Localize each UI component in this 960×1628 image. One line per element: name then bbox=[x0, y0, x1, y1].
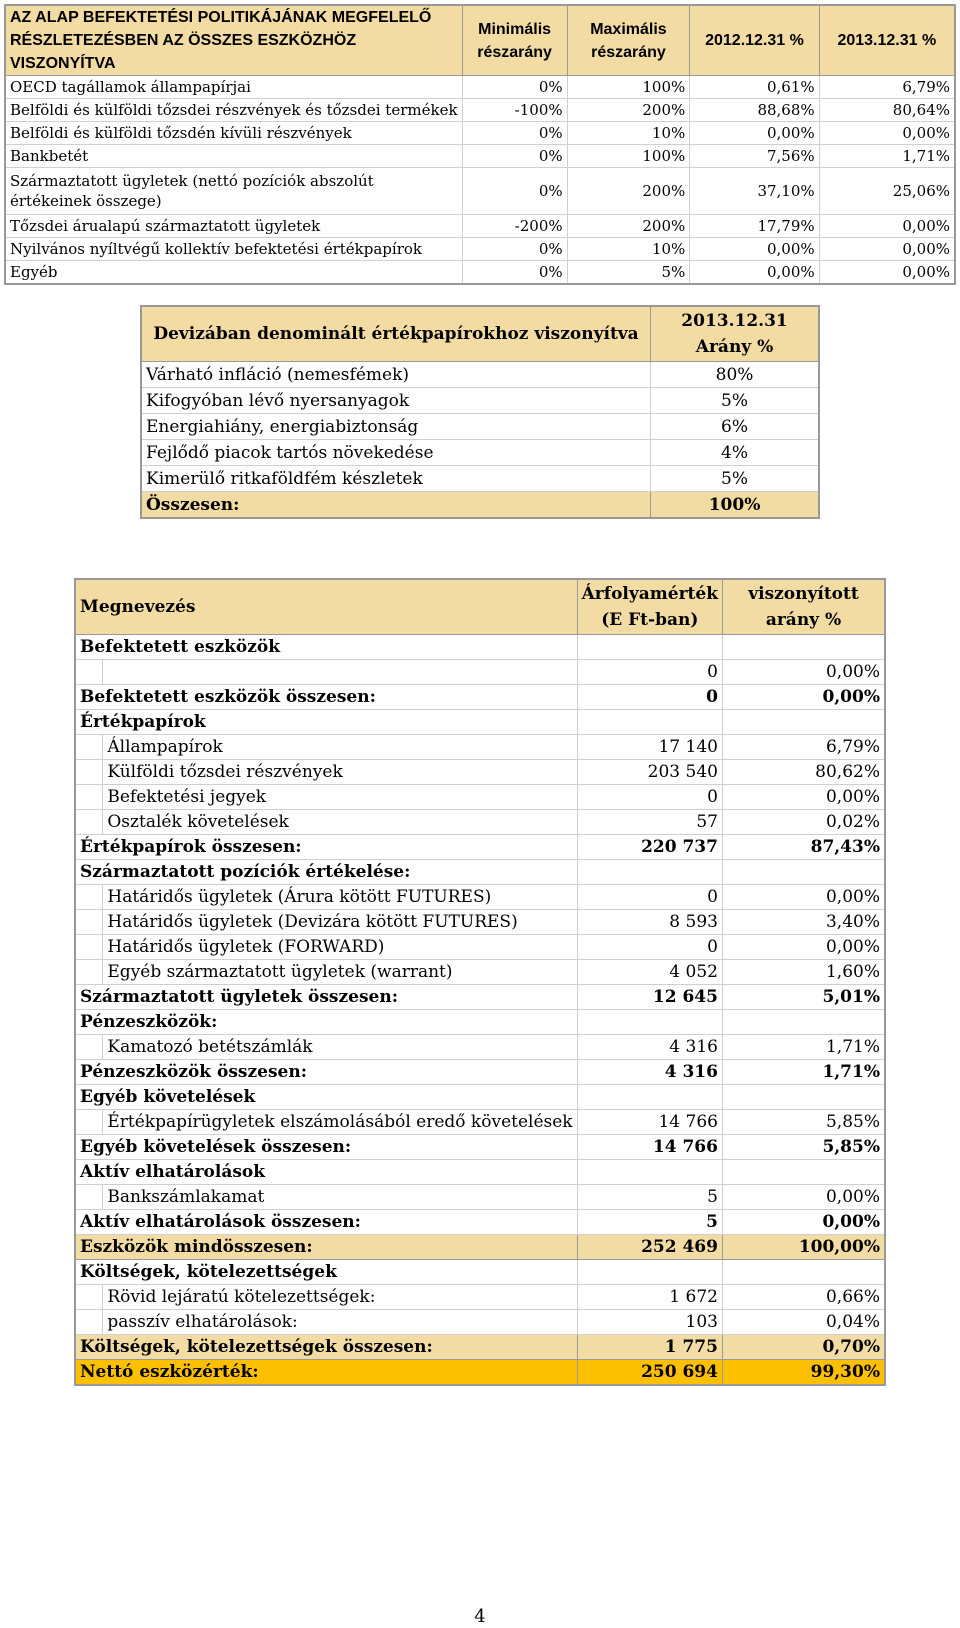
asset-total-ratio: 99,30% bbox=[722, 1360, 885, 1386]
asset-item-ratio: 0,00% bbox=[722, 935, 885, 960]
asset-empty-cell bbox=[722, 1085, 885, 1110]
policy-row-name: OECD tagállamok állampapírjai bbox=[5, 76, 462, 99]
asset-item-name: Határidős ügyletek (Árura kötött FUTURES) bbox=[103, 885, 577, 910]
asset-item-row bbox=[75, 1285, 885, 1310]
page-number: 4 bbox=[474, 1606, 486, 1627]
asset-empty-cell bbox=[577, 1160, 722, 1185]
asset-empty-cell bbox=[722, 1260, 885, 1285]
policy-row-2012: 0,00% bbox=[690, 261, 819, 285]
policy-title: AZ ALAP BEFEKTETÉSI POLITIKÁJÁNAK MEGFELELŐ RÉSZLETEZÉSBEN AZ ÖSSZES ESZKÖZHÖZ VISZONYÍTVA bbox=[5, 5, 462, 76]
policy-row-max: 10% bbox=[567, 122, 690, 145]
currency-title: Devizában denominált értékpapírokhoz viszonyítva bbox=[141, 306, 651, 362]
asset-total-ratio: 1,71% bbox=[722, 1060, 885, 1085]
asset-item-value: 0 bbox=[577, 885, 722, 910]
asset-item-ratio: 5,85% bbox=[722, 1110, 885, 1135]
policy-row bbox=[5, 99, 955, 122]
asset-section-row bbox=[75, 1010, 885, 1035]
asset-item-row bbox=[75, 735, 885, 760]
asset-total-value: 252 469 bbox=[577, 1235, 722, 1260]
policy-row bbox=[5, 238, 955, 261]
asset-total-row bbox=[75, 985, 885, 1010]
asset-total-row bbox=[75, 1335, 885, 1360]
policy-row-min: -100% bbox=[462, 99, 567, 122]
asset-total-name: Befektetett eszközök összesen: bbox=[75, 685, 577, 710]
asset-item-row bbox=[75, 1110, 885, 1135]
asset-total-name: Származtatott ügyletek összesen: bbox=[75, 985, 577, 1010]
asset-empty-cell bbox=[577, 1085, 722, 1110]
asset-indent-cell bbox=[75, 660, 103, 685]
policy-row-2013: 0,00% bbox=[819, 238, 955, 261]
currency-row-name: Energiahiány, energiabiztonság bbox=[141, 414, 651, 440]
asset-total-row bbox=[75, 685, 885, 710]
asset-item-name: Határidős ügyletek (FORWARD) bbox=[103, 935, 577, 960]
asset-item-value: 0 bbox=[577, 660, 722, 685]
currency-date-header: 2013.12.31 Arány % bbox=[651, 306, 819, 362]
asset-item-name bbox=[103, 660, 577, 685]
currency-row bbox=[141, 362, 819, 388]
asset-item-name: Értékpapírügyletek elszámolásából eredő követelések bbox=[103, 1110, 577, 1135]
policy-row bbox=[5, 76, 955, 99]
asset-total-ratio: 100,00% bbox=[722, 1235, 885, 1260]
asset-item-value: 0 bbox=[577, 785, 722, 810]
policy-row-2013: 1,71% bbox=[819, 145, 955, 168]
policy-row-max: 200% bbox=[567, 99, 690, 122]
asset-empty-cell bbox=[577, 710, 722, 735]
asset-empty-cell bbox=[577, 860, 722, 885]
asset-total-value: 5 bbox=[577, 1210, 722, 1235]
policy-row-min: 0% bbox=[462, 261, 567, 285]
asset-empty-cell bbox=[577, 1010, 722, 1035]
asset-item-ratio: 0,00% bbox=[722, 885, 885, 910]
policy-row-2012: 0,00% bbox=[690, 122, 819, 145]
currency-row-value: 80% bbox=[651, 362, 819, 388]
asset-total-row bbox=[75, 1360, 885, 1386]
policy-row-2012: 17,79% bbox=[690, 215, 819, 238]
policy-row-name: Származtatott ügyletek (nettó pozíciók abszolút értékeinek összege) bbox=[5, 168, 462, 215]
currency-row-value: 5% bbox=[651, 466, 819, 492]
asset-item-value: 103 bbox=[577, 1310, 722, 1335]
asset-item-ratio: 6,79% bbox=[722, 735, 885, 760]
asset-item-name: Befektetési jegyek bbox=[103, 785, 577, 810]
asset-indent-cell bbox=[75, 885, 103, 910]
asset-item-value: 203 540 bbox=[577, 760, 722, 785]
asset-indent-cell bbox=[75, 935, 103, 960]
asset-item-value: 0 bbox=[577, 935, 722, 960]
asset-empty-cell bbox=[577, 1260, 722, 1285]
policy-row-min: 0% bbox=[462, 122, 567, 145]
asset-item-name: Külföldi tőzsdei részvények bbox=[103, 760, 577, 785]
asset-section-title: Befektetett eszközök bbox=[75, 635, 577, 660]
asset-item-row bbox=[75, 910, 885, 935]
asset-indent-cell bbox=[75, 735, 103, 760]
currency-total-label: Összesen: bbox=[141, 492, 651, 519]
policy-row-max: 5% bbox=[567, 261, 690, 285]
asset-total-name: Aktív elhatárolások összesen: bbox=[75, 1210, 577, 1235]
asset-total-value: 14 766 bbox=[577, 1135, 722, 1160]
asset-indent-cell bbox=[75, 1185, 103, 1210]
asset-empty-cell bbox=[722, 635, 885, 660]
asset-total-value: 220 737 bbox=[577, 835, 722, 860]
policy-row-2012: 88,68% bbox=[690, 99, 819, 122]
policy-row-max: 200% bbox=[567, 215, 690, 238]
policy-row-2013: 25,06% bbox=[819, 168, 955, 215]
asset-total-row bbox=[75, 1060, 885, 1085]
asset-item-ratio: 0,00% bbox=[722, 1185, 885, 1210]
asset-section-row bbox=[75, 1160, 885, 1185]
policy-row-min: 0% bbox=[462, 76, 567, 99]
policy-row-name: Belföldi és külföldi tőzsdei részvények és tőzsdei termékek bbox=[5, 99, 462, 122]
asset-item-value: 8 593 bbox=[577, 910, 722, 935]
policy-row bbox=[5, 145, 955, 168]
policy-row-2013: 80,64% bbox=[819, 99, 955, 122]
asset-item-name: Kamatozó betétszámlák bbox=[103, 1035, 577, 1060]
policy-row-max: 200% bbox=[567, 168, 690, 215]
asset-section-title: Értékpapírok bbox=[75, 710, 577, 735]
currency-row-name: Várható infláció (nemesfémek) bbox=[141, 362, 651, 388]
asset-item-name: Egyéb származtatott ügyletek (warrant) bbox=[103, 960, 577, 985]
asset-indent-cell bbox=[75, 910, 103, 935]
policy-row-min: 0% bbox=[462, 145, 567, 168]
min-share-header: Minimális részarány bbox=[462, 5, 567, 76]
asset-total-name: Egyéb követelések összesen: bbox=[75, 1135, 577, 1160]
currency-total-value: 100% bbox=[651, 492, 819, 519]
asset-item-row bbox=[75, 660, 885, 685]
asset-item-value: 1 672 bbox=[577, 1285, 722, 1310]
asset-total-name: Pénzeszközök összesen: bbox=[75, 1060, 577, 1085]
date-2012-header: 2012.12.31 % bbox=[690, 5, 819, 76]
asset-section-title: Származtatott pozíciók értékelése: bbox=[75, 860, 577, 885]
asset-table-body bbox=[75, 635, 885, 1386]
policy-row-2013: 0,00% bbox=[819, 122, 955, 145]
asset-item-row bbox=[75, 810, 885, 835]
policy-row-2013: 6,79% bbox=[819, 76, 955, 99]
asset-total-value: 0 bbox=[577, 685, 722, 710]
asset-item-row bbox=[75, 1310, 885, 1335]
asset-indent-cell bbox=[75, 960, 103, 985]
currency-row-name: Kimerülő ritkaföldfém készletek bbox=[141, 466, 651, 492]
asset-item-ratio: 0,02% bbox=[722, 810, 885, 835]
policy-row-max: 100% bbox=[567, 145, 690, 168]
currency-row bbox=[141, 414, 819, 440]
policy-table-body bbox=[5, 76, 955, 285]
policy-row-2012: 0,00% bbox=[690, 238, 819, 261]
asset-item-name: Rövid lejáratú kötelezettségek: bbox=[103, 1285, 577, 1310]
currency-total-row bbox=[141, 492, 819, 519]
asset-item-value: 14 766 bbox=[577, 1110, 722, 1135]
asset-item-ratio: 80,62% bbox=[722, 760, 885, 785]
asset-item-value: 17 140 bbox=[577, 735, 722, 760]
asset-section-title: Költségek, kötelezettségek bbox=[75, 1260, 577, 1285]
asset-section-row bbox=[75, 1260, 885, 1285]
ratio-header: viszonyított arány % bbox=[722, 579, 885, 635]
currency-row-name: Kifogyóban lévő nyersanyagok bbox=[141, 388, 651, 414]
asset-total-ratio: 5,01% bbox=[722, 985, 885, 1010]
policy-row-2012: 0,61% bbox=[690, 76, 819, 99]
asset-item-ratio: 1,60% bbox=[722, 960, 885, 985]
currency-table-body bbox=[141, 362, 819, 492]
asset-total-value: 250 694 bbox=[577, 1360, 722, 1386]
currency-row-name: Fejlődő piacok tartós növekedése bbox=[141, 440, 651, 466]
policy-row bbox=[5, 168, 955, 215]
asset-item-name: Bankszámlakamat bbox=[103, 1185, 577, 1210]
asset-indent-cell bbox=[75, 1285, 103, 1310]
asset-item-name: Osztalék követelések bbox=[103, 810, 577, 835]
asset-item-ratio: 0,00% bbox=[722, 785, 885, 810]
policy-row-max: 10% bbox=[567, 238, 690, 261]
asset-section-row bbox=[75, 1085, 885, 1110]
asset-total-name: Értékpapírok összesen: bbox=[75, 835, 577, 860]
asset-section-title: Pénzeszközök: bbox=[75, 1010, 577, 1035]
asset-total-ratio: 87,43% bbox=[722, 835, 885, 860]
asset-item-row bbox=[75, 760, 885, 785]
asset-item-row bbox=[75, 1185, 885, 1210]
asset-total-row bbox=[75, 1235, 885, 1260]
policy-row-name: Nyilvános nyíltvégű kollektív befektetési értékpapírok bbox=[5, 238, 462, 261]
currency-row bbox=[141, 388, 819, 414]
asset-total-name: Költségek, kötelezettségek összesen: bbox=[75, 1335, 577, 1360]
asset-total-ratio: 0,00% bbox=[722, 685, 885, 710]
asset-item-value: 5 bbox=[577, 1185, 722, 1210]
asset-item-value: 57 bbox=[577, 810, 722, 835]
asset-item-ratio: 0,04% bbox=[722, 1310, 885, 1335]
asset-table bbox=[74, 578, 886, 1386]
asset-section-row bbox=[75, 635, 885, 660]
asset-section-title: Aktív elhatárolások bbox=[75, 1160, 577, 1185]
currency-row bbox=[141, 440, 819, 466]
asset-total-row bbox=[75, 835, 885, 860]
asset-total-ratio: 5,85% bbox=[722, 1135, 885, 1160]
asset-total-value: 12 645 bbox=[577, 985, 722, 1010]
asset-indent-cell bbox=[75, 1310, 103, 1335]
asset-indent-cell bbox=[75, 1035, 103, 1060]
currency-row bbox=[141, 466, 819, 492]
asset-section-row bbox=[75, 710, 885, 735]
asset-empty-cell bbox=[722, 710, 885, 735]
asset-empty-cell bbox=[722, 860, 885, 885]
investment-policy-table bbox=[4, 4, 956, 285]
currency-table bbox=[140, 305, 820, 519]
asset-item-row bbox=[75, 1035, 885, 1060]
asset-total-ratio: 0,70% bbox=[722, 1335, 885, 1360]
asset-indent-cell bbox=[75, 785, 103, 810]
asset-indent-cell bbox=[75, 1110, 103, 1135]
date-2013-header: 2013.12.31 % bbox=[819, 5, 955, 76]
policy-row-min: -200% bbox=[462, 215, 567, 238]
asset-item-ratio: 0,66% bbox=[722, 1285, 885, 1310]
policy-row bbox=[5, 215, 955, 238]
policy-row-2012: 37,10% bbox=[690, 168, 819, 215]
asset-table-header bbox=[75, 579, 885, 635]
asset-section-title: Egyéb követelések bbox=[75, 1085, 577, 1110]
policy-row-2013: 0,00% bbox=[819, 215, 955, 238]
asset-empty-cell bbox=[722, 1010, 885, 1035]
policy-row-name: Tőzsdei árualapú származtatott ügyletek bbox=[5, 215, 462, 238]
policy-row-2013: 0,00% bbox=[819, 261, 955, 285]
currency-row-value: 6% bbox=[651, 414, 819, 440]
policy-table-header bbox=[5, 5, 955, 76]
currency-row-value: 5% bbox=[651, 388, 819, 414]
max-share-header: Maximális részarány bbox=[567, 5, 690, 76]
value-header: Árfolyamérték (E Ft-ban) bbox=[577, 579, 722, 635]
asset-item-name: Határidős ügyletek (Devizára kötött FUTURES) bbox=[103, 910, 577, 935]
asset-item-row bbox=[75, 960, 885, 985]
policy-row bbox=[5, 261, 955, 285]
asset-total-name: Eszközök mindösszesen: bbox=[75, 1235, 577, 1260]
asset-empty-cell bbox=[577, 635, 722, 660]
asset-empty-cell bbox=[722, 1160, 885, 1185]
asset-total-row bbox=[75, 1135, 885, 1160]
asset-total-name: Nettó eszközérték: bbox=[75, 1360, 577, 1386]
asset-total-value: 4 316 bbox=[577, 1060, 722, 1085]
policy-row-min: 0% bbox=[462, 238, 567, 261]
policy-row-name: Belföldi és külföldi tőzsdén kívüli részvények bbox=[5, 122, 462, 145]
asset-total-value: 1 775 bbox=[577, 1335, 722, 1360]
asset-item-value: 4 316 bbox=[577, 1035, 722, 1060]
asset-item-row bbox=[75, 935, 885, 960]
policy-row-min: 0% bbox=[462, 168, 567, 215]
asset-item-name: Állampapírok bbox=[103, 735, 577, 760]
policy-row-max: 100% bbox=[567, 76, 690, 99]
currency-table-header bbox=[141, 306, 819, 362]
asset-total-ratio: 0,00% bbox=[722, 1210, 885, 1235]
asset-item-name: passzív elhatárolások: bbox=[103, 1310, 577, 1335]
asset-item-ratio: 1,71% bbox=[722, 1035, 885, 1060]
asset-item-ratio: 0,00% bbox=[722, 660, 885, 685]
asset-item-ratio: 3,40% bbox=[722, 910, 885, 935]
asset-indent-cell bbox=[75, 760, 103, 785]
name-header: Megnevezés bbox=[75, 579, 577, 635]
asset-total-row bbox=[75, 1210, 885, 1235]
currency-row-value: 4% bbox=[651, 440, 819, 466]
asset-item-row bbox=[75, 785, 885, 810]
policy-row bbox=[5, 122, 955, 145]
policy-row-2012: 7,56% bbox=[690, 145, 819, 168]
policy-row-name: Egyéb bbox=[5, 261, 462, 285]
asset-item-value: 4 052 bbox=[577, 960, 722, 985]
asset-item-row bbox=[75, 885, 885, 910]
asset-indent-cell bbox=[75, 810, 103, 835]
policy-row-name: Bankbetét bbox=[5, 145, 462, 168]
asset-section-row bbox=[75, 860, 885, 885]
